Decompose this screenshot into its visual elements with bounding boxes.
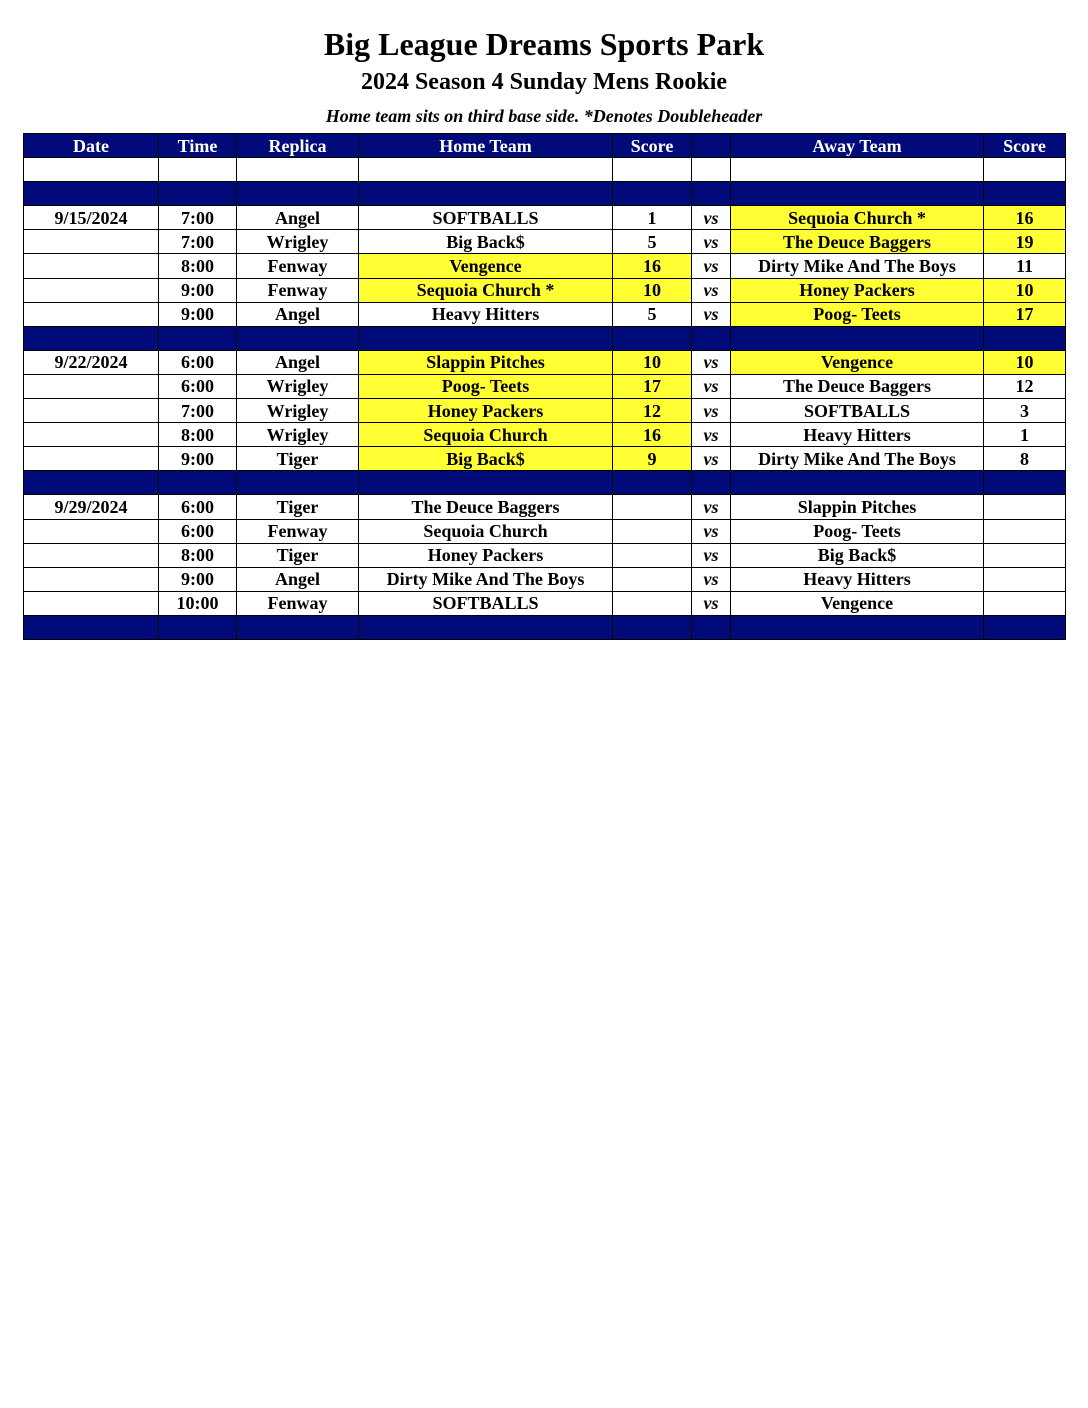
home-team-cell [359, 158, 613, 182]
vs-cell [692, 326, 731, 350]
date-cell: 9/29/2024 [24, 495, 159, 519]
home-team-cell [359, 471, 613, 495]
replica-cell: Wrigley [237, 399, 359, 423]
vs-cell [692, 158, 731, 182]
vs-cell: vs [692, 374, 731, 398]
date-cell [24, 423, 159, 447]
date-cell [24, 326, 159, 350]
time-cell [159, 182, 237, 206]
home-score-cell: 5 [613, 302, 692, 326]
game-row [24, 206, 1066, 230]
home-score-cell [613, 326, 692, 350]
replica-cell [237, 182, 359, 206]
replica-cell [237, 158, 359, 182]
time-cell [159, 158, 237, 182]
game-row [24, 399, 1066, 423]
page-title: Big League Dreams Sports Park [323, 26, 765, 62]
time-cell [159, 326, 237, 350]
blank-row [24, 158, 1066, 182]
vs-cell: vs [692, 591, 731, 615]
date-cell [24, 399, 159, 423]
away-team-cell: Vengence [731, 350, 984, 374]
date-cell [24, 567, 159, 591]
schedule-table [23, 133, 1066, 640]
game-row [24, 447, 1066, 471]
replica-cell: Tiger [237, 447, 359, 471]
home-score-cell [613, 591, 692, 615]
home-score-cell [613, 615, 692, 639]
vs-cell: vs [692, 447, 731, 471]
vs-cell [692, 471, 731, 495]
away-score-cell [984, 182, 1066, 206]
home-score-cell: 1 [613, 206, 692, 230]
replica-cell: Tiger [237, 543, 359, 567]
home-team-cell: SOFTBALLS [359, 591, 613, 615]
vs-cell: vs [692, 423, 731, 447]
home-score-cell: 9 [613, 447, 692, 471]
replica-cell: Wrigley [237, 230, 359, 254]
replica-cell [237, 615, 359, 639]
game-row [24, 567, 1066, 591]
home-team-cell: Vengence [359, 254, 613, 278]
vs-cell: vs [692, 278, 731, 302]
away-score-cell [984, 326, 1066, 350]
date-cell [24, 374, 159, 398]
replica-cell: Fenway [237, 591, 359, 615]
home-team-cell: Dirty Mike And The Boys [359, 567, 613, 591]
home-team-cell: Big Back$ [359, 230, 613, 254]
time-cell: 6:00 [159, 350, 237, 374]
vs-cell: vs [692, 206, 731, 230]
header-date: Date [24, 134, 159, 158]
time-cell: 9:00 [159, 567, 237, 591]
replica-cell [237, 326, 359, 350]
time-cell: 6:00 [159, 374, 237, 398]
home-team-cell: SOFTBALLS [359, 206, 613, 230]
away-score-cell: 10 [984, 278, 1066, 302]
date-cell [24, 278, 159, 302]
date-cell [24, 543, 159, 567]
home-score-cell [613, 495, 692, 519]
date-cell [24, 519, 159, 543]
date-cell: 9/15/2024 [24, 206, 159, 230]
away-team-cell: Dirty Mike And The Boys [731, 254, 984, 278]
game-row [24, 350, 1066, 374]
home-team-cell: Honey Packers [359, 399, 613, 423]
date-cell [24, 471, 159, 495]
time-cell: 7:00 [159, 399, 237, 423]
home-score-cell: 16 [613, 423, 692, 447]
replica-cell: Angel [237, 350, 359, 374]
away-score-cell: 16 [984, 206, 1066, 230]
time-cell: 9:00 [159, 447, 237, 471]
vs-cell [692, 182, 731, 206]
vs-cell: vs [692, 350, 731, 374]
replica-cell [237, 471, 359, 495]
home-team-cell: Heavy Hitters [359, 302, 613, 326]
game-row [24, 230, 1066, 254]
replica-cell: Fenway [237, 278, 359, 302]
game-row [24, 302, 1066, 326]
away-score-cell [984, 543, 1066, 567]
vs-cell: vs [692, 519, 731, 543]
section-separator-row [24, 615, 1066, 639]
schedule-body [24, 158, 1066, 640]
away-score-cell: 3 [984, 399, 1066, 423]
game-row [24, 278, 1066, 302]
game-row [24, 519, 1066, 543]
replica-cell: Angel [237, 206, 359, 230]
home-score-cell: 17 [613, 374, 692, 398]
home-score-cell: 10 [613, 278, 692, 302]
home-team-cell: Honey Packers [359, 543, 613, 567]
time-cell: 8:00 [159, 254, 237, 278]
away-score-cell: 11 [984, 254, 1066, 278]
home-score-cell [613, 182, 692, 206]
away-team-cell [731, 182, 984, 206]
replica-cell: Angel [237, 567, 359, 591]
date-cell: 9/22/2024 [24, 350, 159, 374]
away-team-cell [731, 615, 984, 639]
game-row [24, 254, 1066, 278]
home-team-cell: Big Back$ [359, 447, 613, 471]
vs-cell: vs [692, 399, 731, 423]
away-score-cell [984, 591, 1066, 615]
header-vs [692, 134, 731, 158]
away-team-cell: Slappin Pitches [731, 495, 984, 519]
section-separator-row [24, 326, 1066, 350]
home-team-cell: Sequoia Church [359, 519, 613, 543]
home-score-cell: 12 [613, 399, 692, 423]
time-cell [159, 471, 237, 495]
away-team-cell: The Deuce Baggers [731, 374, 984, 398]
away-team-cell [731, 471, 984, 495]
date-cell [24, 254, 159, 278]
away-team-cell: Sequoia Church * [731, 206, 984, 230]
date-cell [24, 447, 159, 471]
away-score-cell: 12 [984, 374, 1066, 398]
header-home-score: Score [613, 134, 692, 158]
home-score-cell: 5 [613, 230, 692, 254]
away-score-cell: 8 [984, 447, 1066, 471]
vs-cell: vs [692, 230, 731, 254]
time-cell: 9:00 [159, 302, 237, 326]
vs-cell: vs [692, 567, 731, 591]
away-team-cell: Big Back$ [731, 543, 984, 567]
away-team-cell [731, 326, 984, 350]
vs-cell [692, 615, 731, 639]
home-score-cell: 10 [613, 350, 692, 374]
away-score-cell: 17 [984, 302, 1066, 326]
home-team-cell: Poog- Teets [359, 374, 613, 398]
replica-cell: Wrigley [237, 423, 359, 447]
replica-cell: Wrigley [237, 374, 359, 398]
away-team-cell: Heavy Hitters [731, 423, 984, 447]
away-score-cell: 1 [984, 423, 1066, 447]
vs-cell: vs [692, 495, 731, 519]
vs-cell: vs [692, 302, 731, 326]
time-cell: 6:00 [159, 495, 237, 519]
home-team-cell: Sequoia Church [359, 423, 613, 447]
away-score-cell: 10 [984, 350, 1066, 374]
home-team-cell [359, 615, 613, 639]
home-team-cell [359, 326, 613, 350]
header-away-score: Score [984, 134, 1066, 158]
game-row [24, 423, 1066, 447]
game-row [24, 543, 1066, 567]
time-cell [159, 615, 237, 639]
vs-cell: vs [692, 254, 731, 278]
away-score-cell [984, 495, 1066, 519]
home-score-cell [613, 567, 692, 591]
away-team-cell: Honey Packers [731, 278, 984, 302]
time-cell: 10:00 [159, 591, 237, 615]
replica-cell: Tiger [237, 495, 359, 519]
home-team-cell: Slappin Pitches [359, 350, 613, 374]
date-cell [24, 158, 159, 182]
replica-cell: Fenway [237, 254, 359, 278]
section-separator-row [24, 471, 1066, 495]
date-cell [24, 182, 159, 206]
away-team-cell: SOFTBALLS [731, 399, 984, 423]
home-score-cell [613, 519, 692, 543]
home-team-cell [359, 182, 613, 206]
home-score-cell [613, 471, 692, 495]
section-separator-row [24, 182, 1066, 206]
replica-cell: Angel [237, 302, 359, 326]
home-score-cell: 16 [613, 254, 692, 278]
header-time: Time [159, 134, 237, 158]
away-team-cell: Poog- Teets [731, 302, 984, 326]
time-cell: 9:00 [159, 278, 237, 302]
game-row [24, 591, 1066, 615]
away-team-cell: Dirty Mike And The Boys [731, 447, 984, 471]
vs-cell: vs [692, 543, 731, 567]
date-cell [24, 230, 159, 254]
game-row [24, 495, 1066, 519]
away-team-cell: Heavy Hitters [731, 567, 984, 591]
home-score-cell [613, 543, 692, 567]
replica-cell: Fenway [237, 519, 359, 543]
away-team-cell: Vengence [731, 591, 984, 615]
game-row [24, 374, 1066, 398]
away-score-cell: 19 [984, 230, 1066, 254]
header-row [24, 134, 1066, 158]
time-cell: 6:00 [159, 519, 237, 543]
date-cell [24, 615, 159, 639]
time-cell: 8:00 [159, 423, 237, 447]
away-score-cell [984, 158, 1066, 182]
page-subtitle: 2024 Season 4 Sunday Mens Rookie [360, 69, 728, 95]
away-score-cell [984, 519, 1066, 543]
away-team-cell: Poog- Teets [731, 519, 984, 543]
away-score-cell [984, 567, 1066, 591]
home-team-cell: The Deuce Baggers [359, 495, 613, 519]
header-home-team: Home Team [359, 134, 613, 158]
away-team-cell: The Deuce Baggers [731, 230, 984, 254]
away-score-cell [984, 615, 1066, 639]
date-cell [24, 591, 159, 615]
away-score-cell [984, 471, 1066, 495]
away-team-cell [731, 158, 984, 182]
time-cell: 7:00 [159, 230, 237, 254]
date-cell [24, 302, 159, 326]
doubleheader-note: Home team sits on third base side. *Denotes Doubleheader [325, 106, 763, 126]
time-cell: 7:00 [159, 206, 237, 230]
home-team-cell: Sequoia Church * [359, 278, 613, 302]
time-cell: 8:00 [159, 543, 237, 567]
home-score-cell [613, 158, 692, 182]
header-away-team: Away Team [731, 134, 984, 158]
header-replica: Replica [237, 134, 359, 158]
